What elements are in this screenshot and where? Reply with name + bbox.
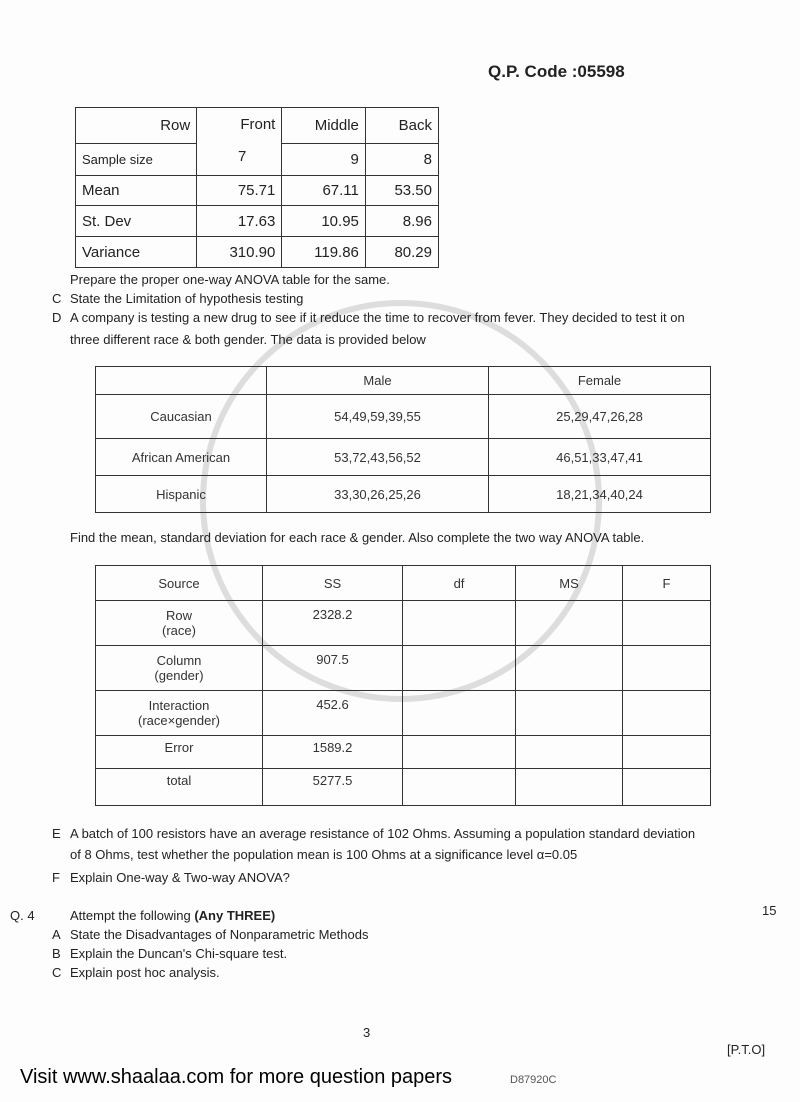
q-letter-e: E [52, 826, 61, 841]
cell: 8 [365, 144, 438, 176]
race-cell: Hispanic [96, 476, 267, 513]
table-row [96, 646, 711, 691]
cell: 75.71 [197, 176, 282, 206]
row-label: Variance [76, 237, 197, 268]
source-sublabel: (race×gender) [137, 713, 221, 728]
find-text: Find the mean, standard deviation for each race & gender. Also complete the two way ANOVA table. [70, 530, 645, 545]
ss-cell: 907.5 [263, 646, 403, 691]
q-letter-d: D [52, 310, 62, 325]
source-sublabel: (gender) [154, 668, 204, 683]
page-number: 3 [363, 1025, 371, 1040]
drug-data-table [95, 366, 711, 513]
table-row [96, 736, 711, 769]
header-cell: Row [76, 108, 197, 144]
q4-title-text: Attempt the following [70, 908, 191, 923]
source-cell: total [96, 769, 263, 806]
header-cell: Back [365, 108, 438, 144]
question-c: State the Limitation of hypothesis testing [70, 291, 304, 306]
cell: 10.95 [282, 206, 366, 237]
question-e-line2: of 8 Ohms, test whether the population mean is 100 Ohms at a significance level α=0.05 [70, 847, 578, 862]
sample-stats-table [75, 107, 439, 268]
q4-number: Q. 4 [10, 908, 35, 923]
row-label: Sample size [76, 144, 197, 176]
question-d-line2: three different race & both gender. The data is provided below [70, 332, 426, 347]
q4-letter-a: A [52, 927, 61, 942]
anova-table [95, 565, 711, 806]
question-f: Explain One-way & Two-way ANOVA? [70, 870, 290, 885]
cell: 46,51,33,47,41 [489, 439, 711, 476]
cell: 9 [282, 144, 366, 176]
q4-marks: 15 [762, 903, 777, 918]
pto-label: [P.T.O] [727, 1042, 766, 1057]
header-cell: SS [263, 566, 403, 601]
shaalaa-banner-link[interactable]: Visit www.shaalaa.com for more question papers [20, 1066, 453, 1088]
q-letter-c: C [52, 291, 62, 306]
q4-title [70, 908, 275, 923]
source-label: Interaction [148, 698, 210, 713]
table-row [96, 769, 711, 806]
header-cell: Female [489, 367, 711, 395]
question-e-line1: A batch of 100 resistors have an average resistance of 102 Ohms. Assuming a population standard deviation [70, 826, 696, 841]
header-cell: Male [267, 367, 489, 395]
header-cell [96, 367, 267, 395]
source-cell [96, 646, 263, 691]
q4-title-bold: (Any THREE) [194, 908, 276, 923]
cell: 33,30,26,25,26 [267, 476, 489, 513]
prepare-text: Prepare the proper one-way ANOVA table for the same. [70, 272, 390, 287]
header-cell: F [623, 566, 711, 601]
table-row [96, 691, 711, 736]
source-cell [96, 691, 263, 736]
table-row [96, 395, 711, 439]
race-cell: Caucasian [96, 395, 267, 439]
source-label: Row [165, 608, 192, 623]
q4-question-a: State the Disadvantages of Nonparametric Methods [70, 927, 369, 942]
sample-size-front: 7 [238, 148, 247, 165]
header-cell: Source [96, 566, 263, 601]
source-cell [96, 601, 263, 646]
q4-question-c: Explain post hoc analysis. [70, 965, 220, 980]
row-label: Mean [76, 176, 197, 206]
q4-letter-c: C [52, 965, 62, 980]
row-label: St. Dev [76, 206, 197, 237]
source-label: Column [156, 653, 202, 668]
ss-cell: 5277.5 [263, 769, 403, 806]
header-cell: Middle [282, 108, 366, 144]
question-d-line1: A company is testing a new drug to see if it reduce the time to recover from fever. They decided to test it on [70, 310, 685, 325]
cell: 67.11 [282, 176, 366, 206]
ss-cell: 1589.2 [263, 736, 403, 769]
cell: 8.96 [365, 206, 438, 237]
header-cell: df [403, 566, 516, 601]
cell: 18,21,34,40,24 [489, 476, 711, 513]
cell: 25,29,47,26,28 [489, 395, 711, 439]
qp-code: Q.P. Code :05598 [488, 62, 625, 81]
cell: 54,49,59,39,55 [267, 395, 489, 439]
ss-cell: 2328.2 [263, 601, 403, 646]
footer-code: D87920C [510, 1074, 557, 1086]
q4-question-b: Explain the Duncan's Chi-square test. [70, 946, 288, 961]
cell: 17.63 [197, 206, 282, 237]
header-cell: MS [516, 566, 623, 601]
cell: 119.86 [282, 237, 366, 268]
source-sublabel: (race) [162, 623, 196, 638]
cell: 310.90 [197, 237, 282, 268]
cell: 53,72,43,56,52 [267, 439, 489, 476]
table-row [96, 601, 711, 646]
cell: 80.29 [365, 237, 438, 268]
race-cell: African American [96, 439, 267, 476]
cell: 53.50 [365, 176, 438, 206]
table-row [96, 476, 711, 513]
source-cell: Error [96, 736, 263, 769]
table-row [96, 439, 711, 476]
q-letter-f: F [52, 870, 60, 885]
ss-cell: 452.6 [263, 691, 403, 736]
header-cell: Front [197, 108, 282, 176]
q4-letter-b: B [52, 946, 61, 961]
